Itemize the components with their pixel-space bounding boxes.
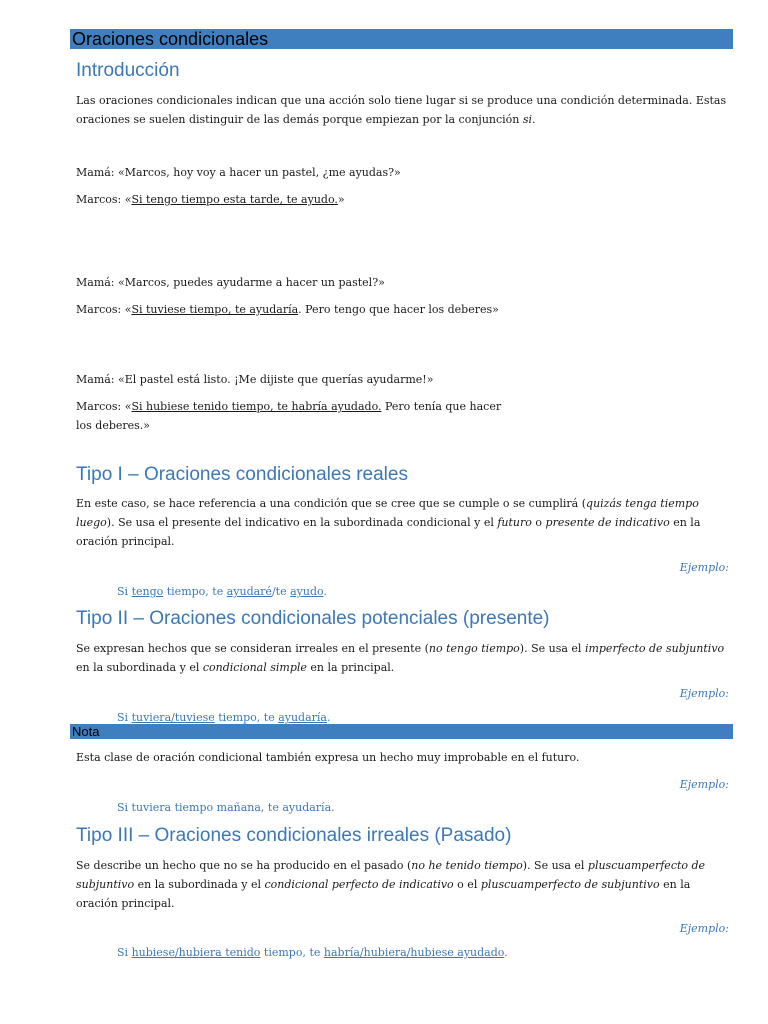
intro-conjunction: si [522, 113, 533, 126]
tipo2-text-3: en la subordinada y el [76, 661, 203, 674]
marcos-condition: Si tuviese tiempo, te ayudaría [131, 303, 299, 316]
dialogue-3-marcos-cont: los deberes.» [76, 419, 151, 432]
nota-bar [70, 724, 733, 739]
tipo1-text-2: ). Se usa el presente del indicativo en la subordinada condicional y el [106, 516, 498, 529]
document-title-bar [70, 29, 733, 49]
example-verb: hubiese/hubiera tenido [131, 946, 261, 959]
tipo2-italic-2: imperfecto de subjuntivo [584, 642, 725, 655]
dialogue-3-marcos [76, 397, 732, 416]
nota-ejemplo-label: Ejemplo: [679, 778, 729, 791]
tipo2-ejemplo-label: Ejemplo: [679, 687, 729, 700]
intro-text-end: . [532, 113, 536, 126]
example-text: Si [117, 711, 132, 724]
tipo1-text-4: en la oración principal. [76, 516, 701, 548]
tipo3-italic-3: condicional perfecto de indicativo [264, 878, 454, 891]
tipo2-italic-1: no tengo tiempo [428, 642, 520, 655]
example-verb: tengo [131, 585, 164, 598]
dialogue-2-mama: Mamá: «Marcos, puedes ayudarme a hacer un pastel?» [76, 276, 385, 289]
intro-text: Las oraciones condicionales indican que una acción solo tiene lugar si se produce una condición determinada. Estas oraciones se suelen distinguir de las demás porque empiezan por la conjunción [76, 94, 727, 126]
tipo3-italic-1: no he tenido tiempo [411, 859, 523, 872]
tipo2-example [117, 710, 331, 725]
example-text: Si [117, 585, 132, 598]
tipo1-heading: Tipo I – Oraciones condicionales reales [76, 464, 408, 485]
tipo3-italic-4: pluscuamperfecto de subjuntivo [480, 878, 660, 891]
tipo3-text-1: Se describe un hecho que no se ha producido en el pasado ( [76, 859, 412, 872]
tipo2-text-4: en la principal. [306, 661, 395, 674]
tipo3-text-4: o el [453, 878, 481, 891]
tipo1-italic-3: presente de indicativo [545, 516, 670, 529]
example-text: tiempo, te [214, 711, 279, 724]
nota-example: Si tuviera tiempo mañana, te ayudaría. [117, 801, 335, 814]
tipo1-text-3: o [531, 516, 546, 529]
example-verb: ayudaría [278, 711, 327, 724]
intro-paragraph [76, 91, 732, 129]
tipo2-text-1: Se expresan hechos que se consideran irreales en el presente ( [76, 642, 429, 655]
tipo3-text-5: en la oración principal. [76, 878, 691, 910]
tipo2-heading: Tipo II – Oraciones condicionales potenciales (presente) [76, 608, 550, 629]
marcos-suffix: Pero tenía que hacer [381, 400, 502, 413]
example-verb: tuviera/tuviese [131, 711, 215, 724]
marcos-suffix: » [337, 193, 345, 206]
marcos-prefix: Marcos: « [76, 400, 132, 413]
marcos-condition: Si tengo tiempo esta tarde, te ayudo. [131, 193, 338, 206]
intro-heading: Introducción [76, 60, 180, 81]
tipo3-example [117, 945, 508, 960]
tipo1-text-1: En este caso, se hace referencia a una condición que se cree que se cumple o se cumplirá ( [76, 497, 587, 510]
marcos-condition: Si hubiese tenido tiempo, te habría ayudado. [131, 400, 382, 413]
example-text: tiempo, te [260, 946, 324, 959]
marcos-suffix: . Pero tengo que hacer los deberes» [298, 303, 499, 316]
tipo2-paragraph [76, 639, 732, 677]
tipo3-heading: Tipo III – Oraciones condicionales irreales (Pasado) [76, 825, 512, 846]
example-text: . [327, 711, 331, 724]
tipo1-italic-2: futuro [497, 516, 532, 529]
tipo3-ejemplo-label: Ejemplo: [679, 922, 729, 935]
dialogue-2-marcos [76, 300, 732, 319]
tipo1-example [117, 584, 327, 599]
nota-paragraph: Esta clase de oración condicional también expresa un hecho muy improbable en el futuro. [76, 751, 580, 764]
tipo3-text-2: ). Se usa el [522, 859, 588, 872]
tipo2-text-2: ). Se usa el [519, 642, 585, 655]
marcos-prefix: Marcos: « [76, 303, 132, 316]
tipo1-ejemplo-label: Ejemplo: [679, 561, 729, 574]
tipo2-italic-3: condicional simple [202, 661, 307, 674]
tipo3-paragraph [76, 856, 732, 913]
example-text: tiempo, te [163, 585, 227, 598]
marcos-prefix: Marcos: « [76, 193, 132, 206]
dialogue-1-marcos [76, 190, 732, 209]
tipo3-italic-2: pluscuamperfecto de subjuntivo [76, 859, 706, 891]
dialogue-3-mama: Mamá: «El pastel está listo. ¡Me dijiste que querías ayudarme!» [76, 373, 434, 386]
example-verb: ayudo [290, 585, 324, 598]
document-title: Oraciones condicionales [72, 29, 269, 49]
example-verb: ayudaré [226, 585, 272, 598]
tipo1-italic-1: quizás tenga tiempo luego [76, 497, 699, 529]
nota-label: Nota [72, 724, 100, 739]
example-text: . [323, 585, 327, 598]
example-text: Si [117, 946, 132, 959]
example-verb: habría/hubiera/hubiese ayudado [323, 946, 505, 959]
example-text: /te [271, 585, 291, 598]
dialogue-1-mama: Mamá: «Marcos, hoy voy a hacer un pastel, ¿me ayudas?» [76, 166, 401, 179]
tipo3-text-3: en la subordinada y el [134, 878, 265, 891]
tipo1-paragraph [76, 494, 732, 551]
example-text: . [504, 946, 508, 959]
